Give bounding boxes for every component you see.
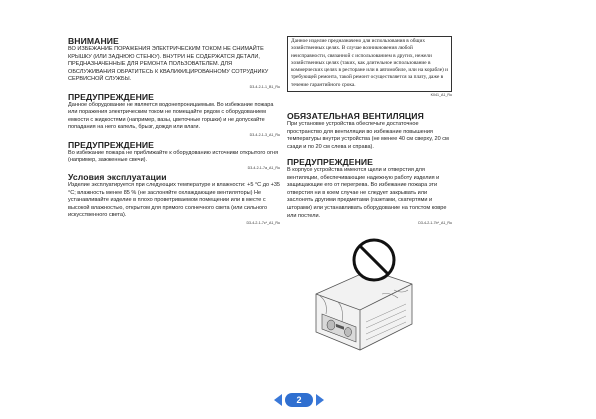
- water-warning-code: D3-4-2-1-3_A1_Ru: [249, 132, 280, 137]
- caution-code: D3-4-2-1-1_B1_Ru: [249, 84, 280, 89]
- left-column: [68, 36, 280, 225]
- fire-warning-block: [68, 140, 280, 170]
- caution-text: ВО ИЗБЕЖАНИЕ ПОРАЖЕНИЯ ЭЛЕКТРИЧЕСКИМ ТОКОМ НЕ СНИМАЙТЕ КРЫШКУ (ИЛИ ЗАДНЮЮ СТЕНКУ). ВНУТРИ НЕ СОДЕРЖАТСЯ ДЕТАЛИ, ПРЕДНАЗНАЧЕННЫЕ ДЛЯ РЕМОНТА ПОЛЬЗОВАТЕЛЕМ. ДЛЯ ОБСЛУЖИВАНИЯ ОБРАТИТЕСЬ К КВАЛИФИЦИРОВАННОМУ СОТРУДНИКУ СЕРВИСНОЙ СЛУЖБЫ.: [68, 46, 269, 83]
- prohibited-sign-icon: [354, 240, 394, 280]
- next-page-arrow-icon[interactable]: [316, 394, 324, 406]
- conditions-block: [68, 172, 280, 225]
- ventilation-block: [287, 111, 452, 151]
- ventilation-title: ОБЯЗАТЕЛЬНАЯ ВЕНТИЛЯЦИЯ: [287, 111, 424, 122]
- caution-block: [68, 36, 280, 89]
- receiver-illustration: [298, 232, 416, 364]
- vent-warning-text: В корпусе устройства имеются щели и отверстия для вентиляции, обеспечивающие надежную работу изделия и защищающие его от перегрева. Во избежание пожара эти отверстия ни в коем случае не следует закрывать или заслонять другими предметами (газетами, скатертями и шторами) или устанавливать оборудование на толстом ковре или постели.: [287, 167, 447, 219]
- fire-warning-title: ПРЕДУПРЕЖДЕНИЕ: [68, 139, 154, 150]
- ventilation-text: При установке устройства обеспечьте достаточное пространство для вентиляции во избежание повышения температуры внутри устройства (не менее 40 см сверху, 20 см сзади и по 20 см слева и справа).: [287, 121, 449, 150]
- water-warning-text: Данное оборудование не является водонепроницаемым. Во избежание пожара или поражения электрическим током не помещайте рядом с оборудованием емкости с жидкостями (например, вазы, цветочные горшки) и не допускайте попадания на него капель, брызг, дождя или влаги.: [68, 101, 274, 131]
- fire-warning-text: Во избежание пожара не приближайте к оборудованию источники открытого огня (например, зажженные свечи).: [68, 149, 279, 164]
- fire-warning-code: D3-4-2-1-7a_A1_Ru: [247, 166, 280, 171]
- caution-title: ВНИМАНИЕ: [68, 36, 119, 46]
- receiver-illustration: [316, 270, 412, 350]
- usage-notice-block: [287, 36, 452, 97]
- conditions-title: Условия эксплуатации: [68, 172, 167, 183]
- page-navigation: [273, 392, 325, 408]
- usage-notice-box: [287, 36, 452, 92]
- prev-page-arrow-icon[interactable]: [274, 394, 282, 406]
- vent-warning-code: D3-4-2-1-7b*_A1_Ru: [418, 221, 452, 226]
- water-warning-block: [68, 92, 280, 137]
- page-number: 2: [296, 395, 302, 405]
- usage-notice-code: K041_A1_Ru: [430, 93, 452, 98]
- water-warning-title: ПРЕДУПРЕЖДЕНИЕ: [68, 91, 154, 102]
- vent-warning-block: [287, 157, 452, 225]
- conditions-code: D3-4-2-1-7c*_A1_Ru: [246, 220, 280, 225]
- usage-notice-text: Данное изделие предназначено для использования в общих хозяйственных целях. В случае возникновения любой неисправности, связанной с использованием в других, нежели хозяйственных целях (таких, как длительное использование в коммерческих целях в ресторане или в автомобиле, или на корабле) и требующей ремонта, такой ремонт осуществляется за плату, даже в течение гарантийного срока.: [291, 38, 448, 88]
- right-column: [287, 36, 452, 225]
- conditions-text: Изделие эксплуатируется при следующих температуре и влажности: +5 °C до +35 °C; влажность менее 85 % (не заслоняйте охлаждающие вентиляторы) Не устанавливайте изделие в плохо проветриваемом помещении или в месте с высокой влажностью, открытом для прямого солнечного света (или сильного искусственного света).: [68, 182, 281, 219]
- vent-warning-title: ПРЕДУПРЕЖДЕНИЕ: [287, 157, 373, 168]
